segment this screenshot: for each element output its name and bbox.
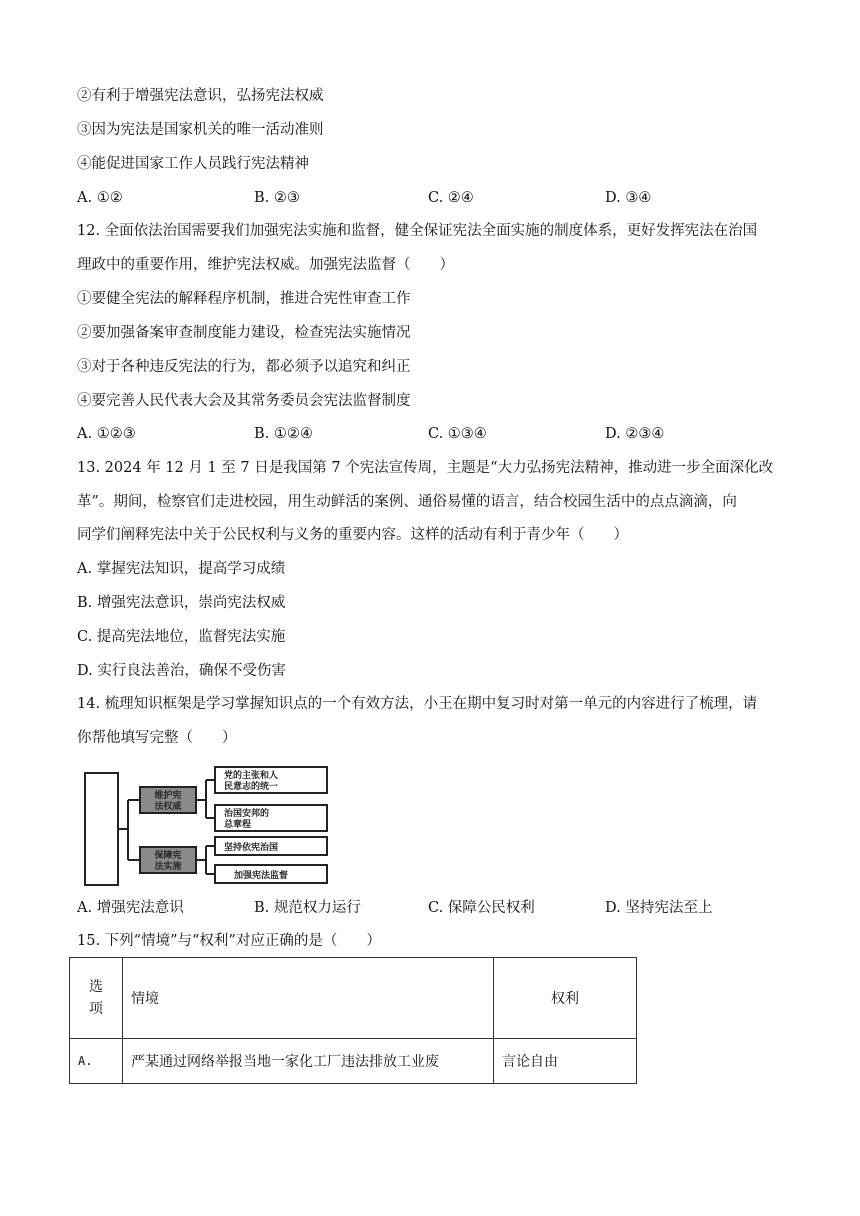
row-right: 言论自由	[494, 1039, 637, 1084]
q14-stem-line-2: 你帮他填写完整（ ）	[77, 730, 237, 746]
q12-item-4: ④要完善人民代表大会及其常务委员会宪法监督制度	[77, 393, 411, 409]
q13-stem-line-1: 13. 2024 年 12 月 1 至 7 日是我国第 7 个宪法宣传周，主题是“大力弘扬宪法精神，推动进一步全面深化改	[77, 460, 774, 476]
diagram-leaf-2-line-1: 治国安邦的	[224, 809, 270, 819]
q13-option-b[interactable]: B. 增强宪法意识，崇尚宪法权威	[77, 595, 286, 611]
diagram-branch-1-line-2: 法权威	[154, 802, 182, 812]
q11-option-b[interactable]: B. ②③	[254, 190, 300, 206]
q12-item-1: ①要健全宪法的解释程序机制，推进合宪性审查工作	[77, 291, 411, 307]
q11-option-a[interactable]: A. ①②	[77, 190, 123, 206]
header-context: 情境	[123, 958, 494, 1039]
q13-stem-line-3: 同学们阐释宪法中关于公民权利与义务的重要内容。这样的活动有利于青少年（ ）	[77, 527, 628, 543]
q12-item-3: ③对于各种违反宪法的行为，都必须予以追究和纠正	[77, 359, 411, 375]
q14-option-b[interactable]: B. 规范权力运行	[254, 900, 361, 916]
q13-option-c[interactable]: C. 提高宪法地位，监督宪法实施	[77, 629, 286, 645]
q12-option-d[interactable]: D. ②③④	[605, 426, 665, 442]
diagram-leaf-1-line-2: 民意志的统一	[224, 782, 279, 792]
q14-stem-line-1: 14. 梳理知识框架是学习掌握知识点的一个有效方法，小王在期中复习时对第一单元的内容进行了梳理，请	[77, 696, 758, 712]
row-context: 严某通过网络举报当地一家化工厂违法排放工业废	[123, 1039, 494, 1084]
q13-option-a[interactable]: A. 掌握宪法知识，提高学习成绩	[77, 561, 286, 577]
diagram-branch-1-line-1: 维护宪	[154, 791, 182, 801]
diagram-root-box	[85, 773, 118, 885]
q12-option-b[interactable]: B. ①②④	[254, 426, 313, 442]
q15-stem: 15. 下列“情境”与“权利”对应正确的是（ ）	[77, 933, 381, 949]
table-row[interactable]	[70, 1039, 637, 1084]
diagram-leaf-4-text: 加强宪法监督	[234, 871, 289, 881]
q12-item-2: ②要加强备案审查制度能力建设，检查宪法实施情况	[77, 325, 411, 341]
q11-item-3: ③因为宪法是国家机关的唯一活动准则	[77, 122, 324, 138]
row-option: A.	[70, 1039, 123, 1084]
table-header-row	[70, 958, 637, 1039]
q14-option-c[interactable]: C. 保障公民权利	[428, 900, 535, 916]
diagram-leaf-3-text: 坚持依宪治国	[224, 843, 279, 853]
q12-stem-line-2: 理政中的重要作用，维护宪法权威。加强宪法监督（ ）	[77, 257, 454, 273]
q11-option-d[interactable]: D. ③④	[605, 190, 652, 206]
q12-option-a[interactable]: A. ①②③	[77, 426, 136, 442]
header-option	[70, 958, 123, 1039]
q11-option-c[interactable]: C. ②④	[428, 190, 474, 206]
diagram-leaf-2-line-2: 总章程	[224, 820, 252, 830]
header-right: 权利	[494, 958, 637, 1039]
q14-option-a[interactable]: A. 增强宪法意识	[77, 900, 184, 916]
header-option-line-2: 项	[89, 1001, 103, 1017]
diagram-branch-2-line-2: 法实施	[154, 862, 182, 872]
q11-item-4: ④能促进国家工作人员践行宪法精神	[77, 156, 309, 172]
diagram-leaf-1-line-1: 党的主张和人	[224, 771, 279, 781]
q11-item-2: ②有利于增强宪法意识，弘扬宪法权威	[77, 88, 324, 104]
q12-option-c[interactable]: C. ①③④	[428, 426, 487, 442]
q14-option-d[interactable]: D. 坚持宪法至上	[605, 900, 713, 916]
knowledge-framework-diagram	[84, 764, 336, 888]
diagram-branch-2-line-1: 保障宪	[154, 851, 182, 861]
header-option-line-1: 选	[89, 979, 103, 995]
q13-stem-line-2: 革”。期间，检察官们走进校园，用生动鲜活的案例、通俗易懂的语言，结合校园生活中的点点滴滴，向	[77, 494, 737, 510]
q15-table	[69, 957, 637, 1084]
q12-stem-line-1: 12. 全面依法治国需要我们加强宪法实施和监督，健全保证宪法全面实施的制度体系，更好发挥宪法在治国	[77, 223, 758, 239]
q13-option-d[interactable]: D. 实行良法善治，确保不受伤害	[77, 663, 286, 679]
